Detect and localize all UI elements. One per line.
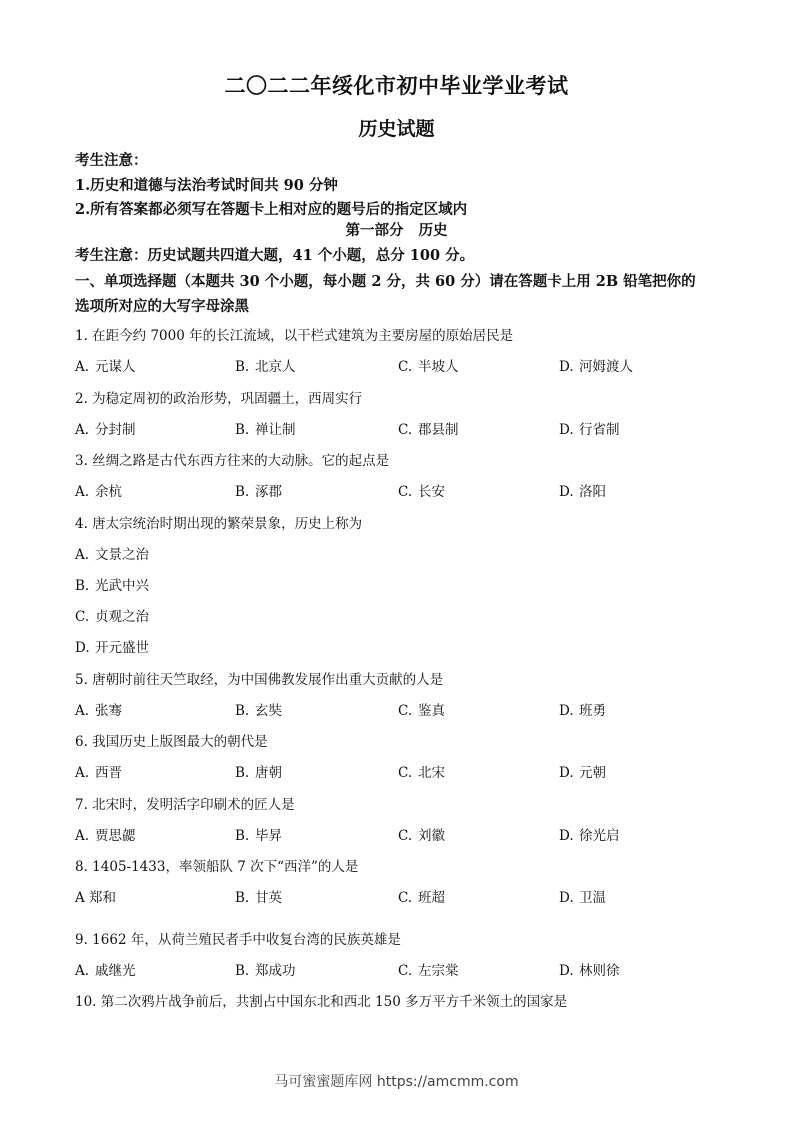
question-1-stem: 1. 在距今约 7000 年的长江流域，以干栏式建筑为主要房屋的原始居民是: [75, 328, 514, 344]
question-10-stem: 10. 第二次鸦片战争前后，共割占中国东北和西北 150 多万平方千米领土的国家是: [75, 994, 568, 1010]
exam-title: 二〇二二年绥化市初中毕业学业考试: [224, 73, 569, 98]
option-b: B. 郑成功: [235, 963, 296, 979]
question-2-stem: 2. 为稳定周初的政治形势，巩固疆土，西周实行: [75, 391, 363, 407]
notes-line-2: 2.所有答案都必须写在答题卡上相对应的题号后的指定区域内: [75, 201, 468, 218]
question-8-options: [0, 886, 793, 906]
question-4-option-d: D. 开元盛世: [75, 640, 149, 656]
option-a: A. 余杭: [75, 484, 122, 500]
option-d: D. 洛阳: [559, 484, 606, 500]
option-b: B. 唐朝: [235, 765, 282, 781]
option-b: B. 甘英: [235, 890, 282, 906]
option-b: B. 禅让制: [235, 422, 296, 438]
option-c: C. 刘徽: [398, 828, 445, 844]
question-4-stem: 4. 唐太宗统治时期出现的繁荣景象，历史上称为: [75, 516, 363, 532]
question-5-stem: 5. 唐朝时前往天竺取经，为中国佛教发展作出重大贡献的人是: [75, 672, 444, 688]
option-c: C. 班超: [398, 890, 445, 906]
option-d: D. 班勇: [559, 703, 606, 719]
question-2-options: [0, 418, 793, 438]
option-d: D. 林则徐: [559, 963, 620, 979]
question-6-stem: 6. 我国历史上版图最大的朝代是: [75, 734, 268, 750]
option-a: A. 西晋: [75, 765, 122, 781]
question-9-stem: 9. 1662 年，从荷兰殖民者手中收复台湾的民族英雄是: [75, 932, 401, 948]
part-title: 第一部分 历史: [345, 222, 448, 239]
notes-heading: 考生注意：: [75, 152, 148, 169]
option-d: D. 徐光启: [559, 828, 620, 844]
question-4-option-c: C. 贞观之治: [75, 609, 149, 625]
part-note: 考生注意：历史试题共四道大题，41 个小题，总分 100 分。: [75, 247, 475, 264]
option-a: A. 张骞: [75, 703, 122, 719]
option-d: D. 元朝: [559, 765, 606, 781]
exam-subtitle: 历史试题: [358, 118, 435, 140]
site-footer: 马可蜜蜜题库网 https://amcmm.com: [274, 1074, 519, 1090]
option-a: A. 戚继光: [75, 963, 136, 979]
option-a: A. 元谋人: [75, 359, 136, 375]
section-title-line-1: 一、单项选择题（本题共 30 个小题，每小题 2 分，共 60 分）请在答题卡上用 2B 铅笔把你的: [75, 273, 696, 290]
option-c: C. 左宗棠: [398, 963, 459, 979]
question-3-stem: 3. 丝绸之路是古代东西方往来的大动脉。它的起点是: [75, 453, 390, 469]
option-b: B. 涿郡: [235, 484, 282, 500]
section-title-line-2: 选项所对应的大写字母涂黑: [75, 298, 249, 315]
option-c: C. 郡县制: [398, 422, 459, 438]
option-b: B. 毕昇: [235, 828, 282, 844]
option-d: D. 卫温: [559, 890, 606, 906]
question-4-option-a: A. 文景之治: [75, 547, 149, 563]
question-7-stem: 7. 北宋时，发明活字印刷术的匠人是: [75, 797, 295, 813]
option-a: A. 贾思勰: [75, 828, 136, 844]
question-4-option-b: B. 光武中兴: [75, 578, 149, 594]
option-b: B. 北京人: [235, 359, 296, 375]
option-b: B. 玄奘: [235, 703, 282, 719]
option-d: D. 河姆渡人: [559, 359, 633, 375]
question-7-options: [0, 824, 793, 844]
option-c: C. 长安: [398, 484, 445, 500]
notes-line-1: 1.历史和道德与法治考试时间共 90 分钟: [75, 177, 338, 194]
option-a: A 郑和: [75, 890, 116, 906]
question-9-options: [0, 959, 793, 979]
question-5-options: [0, 699, 793, 719]
question-6-options: [0, 761, 793, 781]
option-a: A. 分封制: [75, 422, 136, 438]
question-3-options: [0, 480, 793, 500]
option-c: C. 北宋: [398, 765, 445, 781]
option-d: D. 行省制: [559, 422, 620, 438]
question-1-options: [0, 355, 793, 375]
option-c: C. 半坡人: [398, 359, 459, 375]
question-8-stem: 8. 1405-1433，率领船队 7 次下“西洋”的人是: [75, 859, 359, 875]
option-c: C. 鉴真: [398, 703, 445, 719]
